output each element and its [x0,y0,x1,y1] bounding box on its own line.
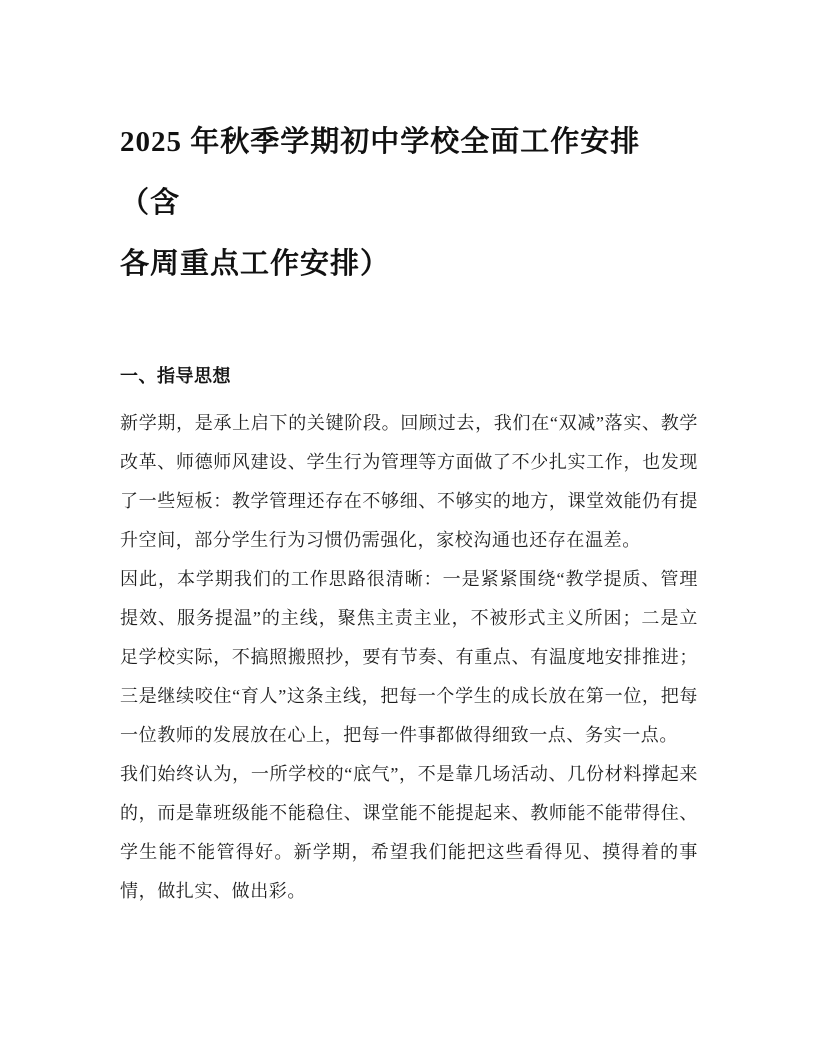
paragraph-3: 我们始终认为，一所学校的“底气”，不是靠几场活动、几份材料撑起来的，而是靠班级能不能稳住、课堂能不能提起来、教师能不能带得住、学生能不能管得好。新学期，希望我们能把这些看得见、摸得着的事情，做扎实、做出彩。 [120,764,698,901]
paragraph-1: 新学期，是承上启下的关键阶段。回顾过去，我们在“双减”落实、教学改革、师德师风建设、学生行为管理等方面做了不少扎实工作，也发现了一些短板：教学管理还存在不够细、不够实的地方，课堂效能仍有提升空间，部分学生行为习惯仍需强化，家校沟通也还存在温差。 [120,413,698,550]
document-title-line-2: 各周重点工作安排） [120,248,391,280]
section-heading-guiding-ideology: 一、指导思想 [120,366,231,386]
document-title [120,112,698,295]
document-title-line-1: 2025 年秋季学期初中学校全面工作安排（含 [120,126,641,219]
paragraph-2: 因此，本学期我们的工作思路很清晰：一是紧紧围绕“教学提质、管理提效、服务提温”的主线，聚焦主责主业，不被形式主义所困；二是立足学校实际，不搞照搬照抄，要有节奏、有重点、有温度地安排推进；三是继续咬住“育人”这条主线，把每一个学生的成长放在第一位，把每一位教师的发展放在心上，把每一件事都做得细致一点、务实一点。 [120,569,698,745]
